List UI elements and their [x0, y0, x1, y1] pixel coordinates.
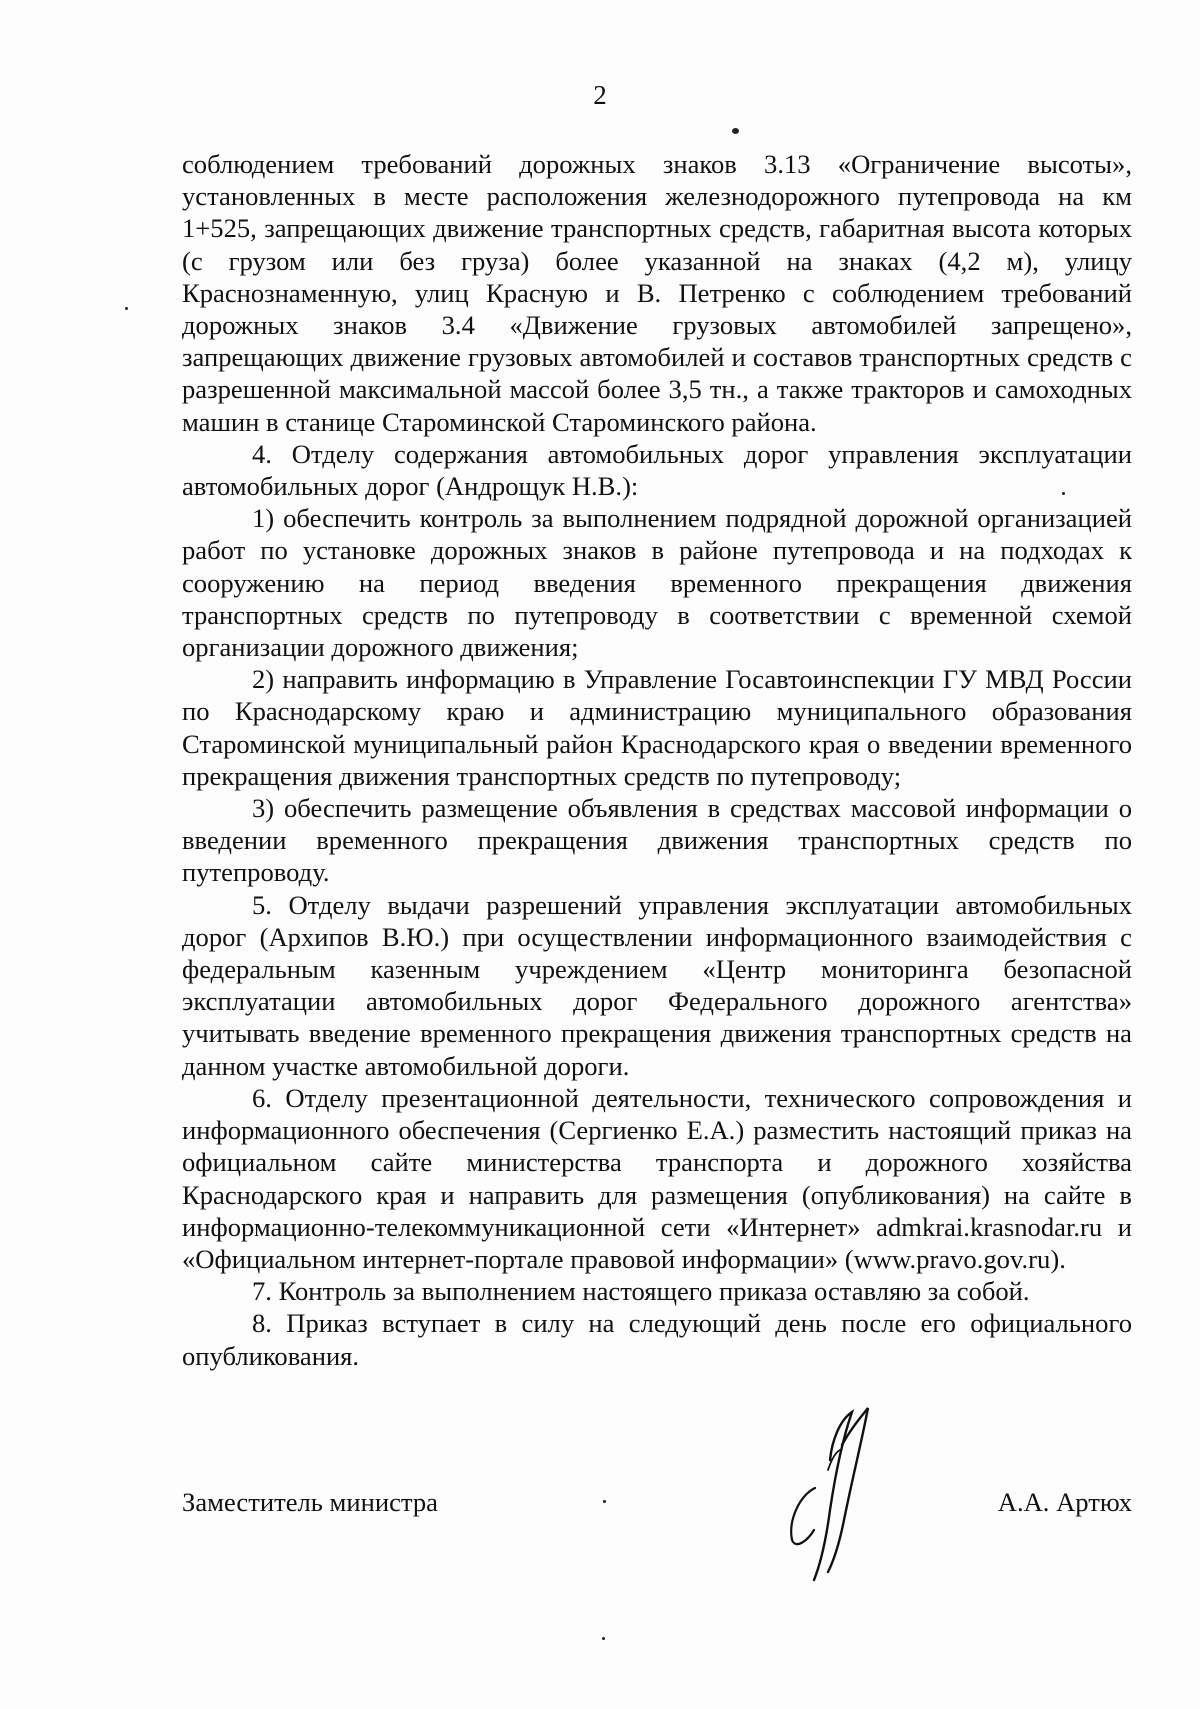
page-number: 2 — [593, 80, 607, 110]
scan-speck — [603, 1500, 606, 1503]
paragraph-item-6: 6. Отделу презентационной деятельности, технического сопровождения и информационного обеспечения (Сергиенко Е.А.) разместить настоящий приказ на официальном сайте министерства транспорта и дорожного хозяйства Краснодарского края и направить для размещения (опубликования) на сайте в информационно-телекоммуникационной сети «Интернет» admkrai.krasnodar.ru и «Официальном интернет-портале правовой информации» (www.pravo.gov.ru). — [182, 1082, 1132, 1274]
signatory-position: Заместитель министра — [182, 1487, 438, 1517]
scan-speck — [602, 1637, 605, 1640]
paragraph-item-4-1: 1) обеспечить контроль за выполнением подрядной дорожной организацией работ по установке дорожных знаков в районе путепровода и на подходах к сооружению на период введения временного прекращения движения транспортных средств по путепроводу в соответствии с временной схемой организации дорожного движения; — [182, 503, 1132, 663]
paragraph-item-7: 7. Контроль за выполнением настоящего приказа оставляю за собой. — [252, 1276, 1030, 1307]
paragraph-item-4-3: 3) обеспечить размещение объявления в средствах массовой информации о введении временного прекращения движения транспортных средств по путепроводу. — [182, 793, 1132, 888]
paragraph-continuation: соблюдением требований дорожных знаков 3.13 «Ограничение высоты», установленных в месте расположения железнодорожного путепровода на км 1+525, запрещающих движение транспортных средств, габаритная высота которых (с грузом или без груза) более указанной на знаках (4,2 м), улицу Краснознаменную, улиц Красную и В. Петренко с соблюдением требований дорожных знаков 3.4 «Движение грузовых автомобилей запрещено», запрещающих движение грузовых автомобилей и составов транспортных средств с разрешенной максимальной массой более 3,5 тн., а также тракторов и самоходных машин в станице Староминской Староминского района. — [182, 149, 1132, 437]
paragraph-item-8: 8. Приказ вступает в силу на следующий день после его официального опубликования. — [182, 1308, 1132, 1371]
signatory-name: А.А. Артюх — [997, 1487, 1132, 1517]
scan-speck — [732, 128, 739, 134]
paragraph-item-5: 5. Отделу выдачи разрешений управления эксплуатации автомобильных дорог (Архипов В.Ю.) при осуществлении информационного взаимодействия с федеральным казенным учреждением «Центр мониторинга безопасной эксплуатации автомобильных дорог Федерального дорожного агентства» учитывать введение временного прекращения движения транспортных средств на данном участке автомобильной дороги. — [182, 889, 1132, 1081]
paragraph-item-4-2: 2) направить информацию в Управление Госавтоинспекции ГУ МВД России по Краснодарскому краю и администрацию муниципального образования Староминской муниципальный район Краснодарского края о введении временного прекращения движения транспортных средств по путепроводу; — [182, 664, 1132, 791]
handwritten-signature — [770, 1400, 930, 1590]
scan-speck — [1062, 492, 1065, 495]
scan-speck — [125, 307, 128, 310]
paragraph-item-4: 4. Отделу содержания автомобильных дорог управления эксплуатации автомобильных дорог (Андрощук Н.В.): — [182, 438, 1132, 502]
document-body — [182, 148, 1132, 1372]
